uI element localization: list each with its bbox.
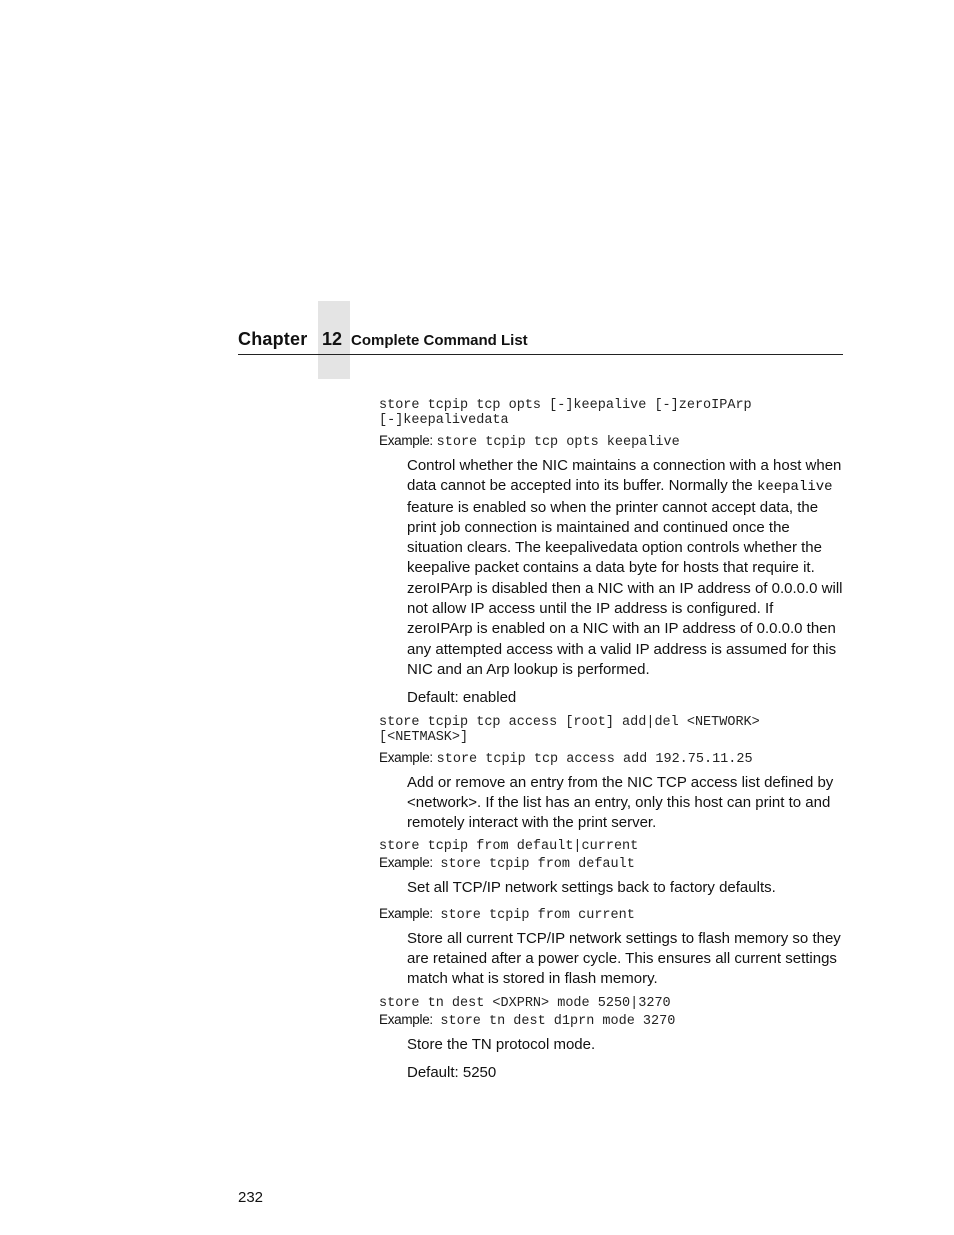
command-syntax-line: store tcpip tcp access [root] add|del <NETWORK> bbox=[379, 714, 760, 730]
command-syntax-line: [<NETMASK>] bbox=[379, 729, 469, 745]
example-code: store tn dest d1prn mode 3270 bbox=[440, 1013, 676, 1029]
example-label: Example: bbox=[379, 905, 433, 921]
command-description: Store the TN protocol mode. bbox=[407, 1035, 596, 1053]
command-entry bbox=[379, 398, 843, 709]
command-entry bbox=[379, 839, 843, 989]
example-code: store tcpip from current bbox=[440, 907, 635, 923]
command-description: Set all TCP/IP network settings back to factory defaults. bbox=[407, 879, 776, 897]
command-syntax-line: store tn dest <DXPRN> mode 5250|3270 bbox=[379, 995, 671, 1011]
keyword-inline: keepalive bbox=[756, 479, 833, 496]
command-syntax-line: [-]keepalivedata bbox=[379, 413, 509, 428]
command-description bbox=[407, 456, 843, 680]
command-entry bbox=[379, 996, 843, 1084]
example-label: Example: bbox=[379, 749, 433, 765]
default-value: Default: 5250 bbox=[407, 1063, 497, 1081]
example-line bbox=[379, 905, 843, 925]
example-code: store tcpip tcp access add 192.75.11.25 bbox=[436, 751, 753, 767]
example-line bbox=[379, 432, 843, 452]
chapter-title: Complete Command List bbox=[351, 332, 528, 349]
chapter-label: Chapter bbox=[238, 329, 308, 349]
example-label: Example: bbox=[379, 1011, 433, 1027]
example-line bbox=[379, 749, 843, 769]
command-description: Add or remove an entry from the NIC TCP access list defined by <network>. If the list has an entry, only this host can print to and remotely interact with the print server. bbox=[407, 773, 834, 832]
page-number: 232 bbox=[238, 1189, 264, 1206]
description-text: feature is enabled so when the printer cannot accept data, the print job connection is maintained and continued once the situation clears. The keepalivedata option controls whether the keepalive packet contains a data byte for hosts that require it. zeroIPArp is disabled then a NIC with an IP address of 0.0.0.0 will not allow IP access until the IP address is configured. If zeroIPArp is enabled on a NIC with an IP address of 0.0.0.0 then any attempted access with a valid IP address is assumed for this NIC and an Arp lookup is performed. bbox=[407, 498, 843, 678]
default-value: Default: enabled bbox=[407, 689, 517, 707]
command-entry bbox=[379, 715, 843, 834]
example-line bbox=[379, 854, 843, 874]
example-label: Example: bbox=[379, 433, 433, 448]
example-label: Example: bbox=[379, 855, 433, 871]
example-line bbox=[379, 1011, 843, 1031]
example-code: store tcpip from default bbox=[440, 857, 635, 873]
header-divider bbox=[238, 354, 843, 355]
command-syntax-line: store tcpip tcp opts [-]keepalive [-]zeroIPArp bbox=[379, 398, 752, 413]
command-syntax-line: store tcpip from default|current bbox=[379, 839, 639, 855]
example-code: store tcpip tcp opts keepalive bbox=[436, 435, 680, 450]
command-list bbox=[379, 398, 843, 1083]
chapter-number: 12 bbox=[322, 329, 343, 349]
description-text: Control whether the NIC maintains a connection with a host when data cannot be accepted into its buffer. Normally the bbox=[407, 457, 842, 495]
command-description: Store all current TCP/IP network settings to flash memory so they are retained after a power cycle. This ensures all current settings match what is stored in flash memory. bbox=[407, 929, 841, 988]
